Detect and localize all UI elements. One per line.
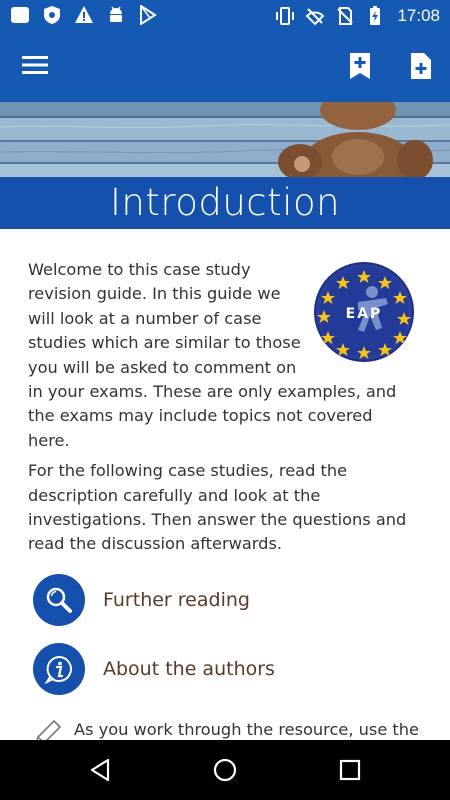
system-nav-bar bbox=[0, 740, 450, 800]
further-reading-label: Further reading bbox=[103, 589, 250, 611]
title-band bbox=[0, 177, 450, 231]
play-store-icon bbox=[138, 5, 158, 25]
back-icon[interactable] bbox=[88, 758, 112, 782]
info-icon bbox=[33, 643, 85, 695]
menu-icon[interactable] bbox=[22, 54, 48, 76]
android-icon bbox=[106, 5, 126, 25]
intro-content bbox=[28, 258, 408, 563]
eap-logo bbox=[314, 262, 414, 362]
tip-text: As you work through the resource, use the bbox=[74, 720, 419, 739]
new-document-icon[interactable] bbox=[410, 52, 432, 80]
no-sim-icon bbox=[335, 6, 355, 26]
further-reading-link[interactable] bbox=[33, 574, 250, 626]
status-time: 17:08 bbox=[397, 6, 440, 25]
app-bar bbox=[0, 32, 450, 102]
page-title: Introduction bbox=[109, 181, 341, 224]
about-authors-label: About the authors bbox=[103, 658, 275, 680]
warning-icon bbox=[74, 5, 94, 25]
recents-icon[interactable] bbox=[338, 758, 362, 782]
tip-row bbox=[32, 718, 432, 742]
about-authors-link[interactable] bbox=[33, 643, 275, 695]
vibrate-icon bbox=[275, 6, 295, 26]
status-bar bbox=[0, 0, 450, 32]
battery-charging-icon bbox=[365, 6, 385, 26]
shield-icon bbox=[42, 5, 62, 25]
no-signal-icon bbox=[305, 6, 325, 26]
pencil-icon bbox=[32, 720, 64, 742]
header-banner-image bbox=[0, 102, 450, 177]
home-icon[interactable] bbox=[213, 758, 237, 782]
screen-icon bbox=[10, 5, 30, 25]
intro-paragraph: Welcome to this case study revision guide. In this guide we will look at a number of case studies which are similar to those you will be asked to comment on in your exams. These are only examples, and the exams may include topics not covered here. bbox=[28, 260, 397, 450]
magnifier-icon bbox=[33, 574, 85, 626]
bookmark-add-icon[interactable] bbox=[349, 52, 371, 80]
eap-logo-text: EAP bbox=[345, 306, 383, 322]
instructions-paragraph: For the following case studies, read the description carefully and look at the investigations. Then answer the questions and read the discussion afterwards. bbox=[28, 461, 407, 554]
teddy-bear-image bbox=[0, 102, 450, 177]
